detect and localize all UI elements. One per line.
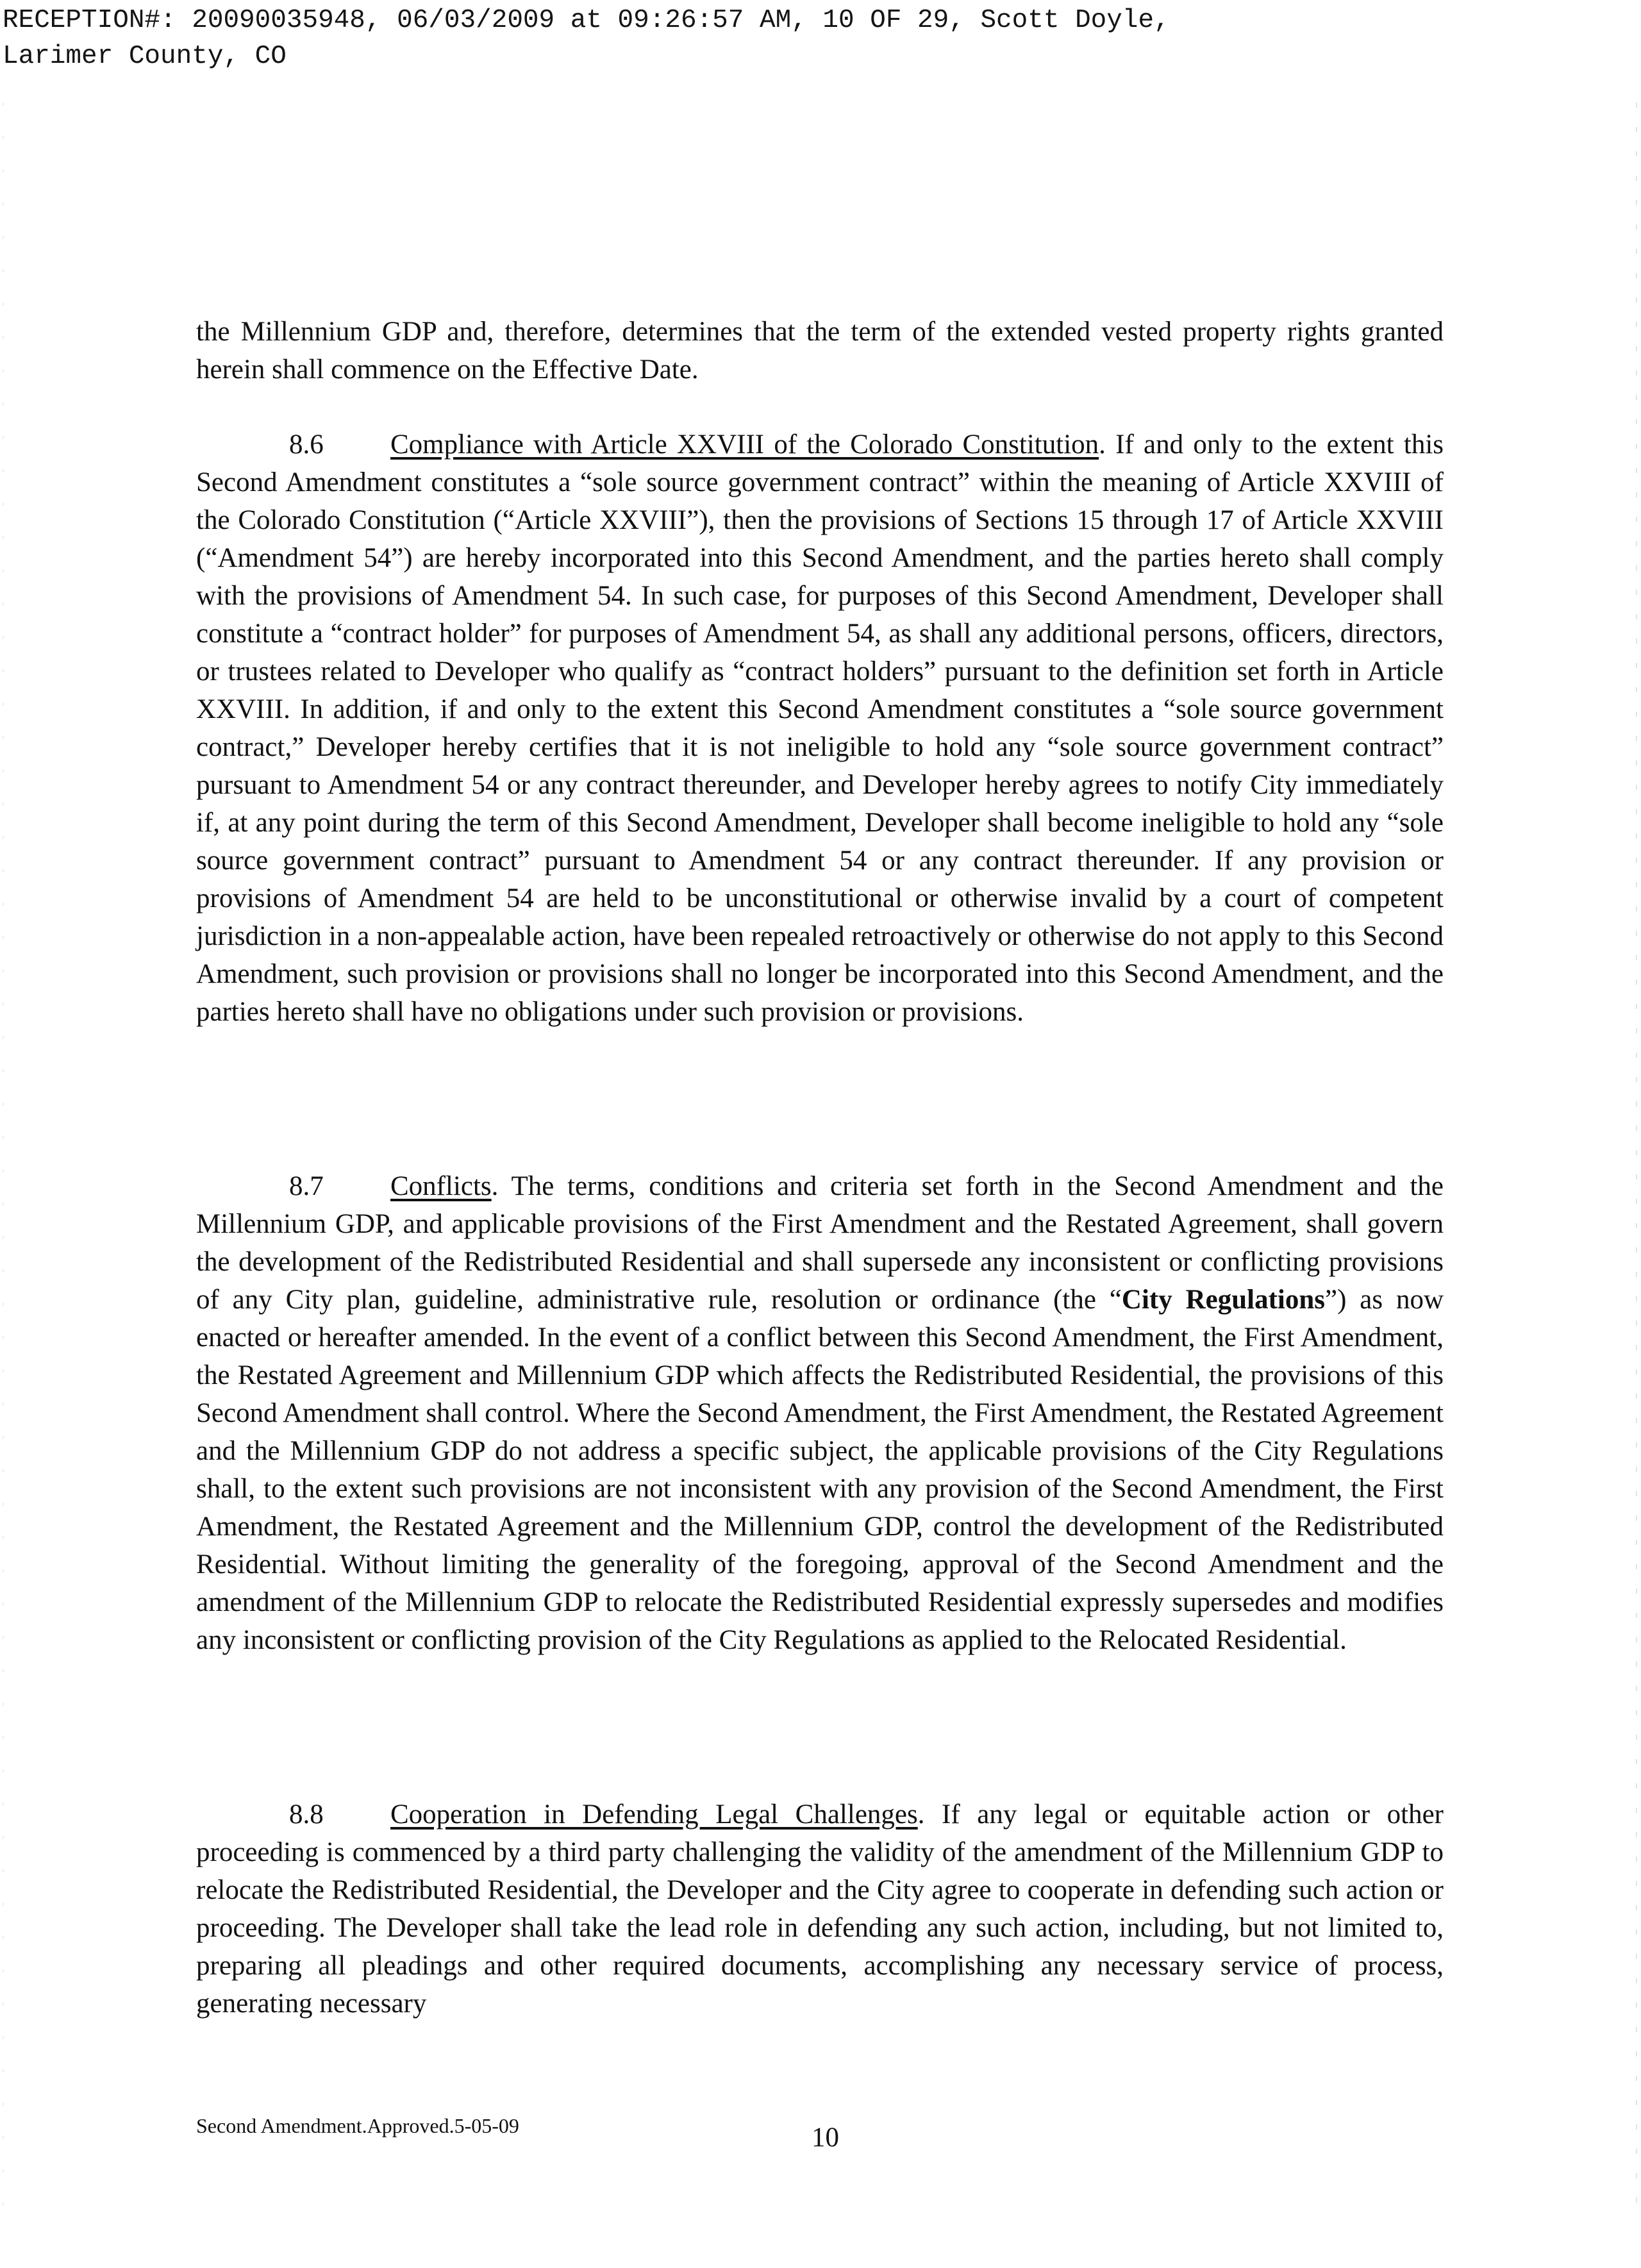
section-8-7 (196, 1167, 1444, 1659)
section-8-7-number: 8.7 (289, 1171, 324, 1201)
section-8-7-heading: Conflicts (390, 1171, 492, 1201)
section-8-8-heading: Cooperation in Defending Legal Challenges (390, 1799, 918, 1830)
section-8-7-paragraph (196, 1167, 1444, 1659)
section-8-8-paragraph (196, 1796, 1444, 2022)
continuation-paragraph (196, 313, 1444, 388)
section-8-8 (196, 1796, 1444, 2022)
scan-edge-artifact-left (3, 103, 4, 2218)
section-8-7-body-part-2: ”) as now enacted or hereafter amended. In the event of a conflict between this Second Amendment, the First Amendment, the Restated Agreement and Millennium GDP which affects the Redistributed Residential, the provisions of this Second Amendment shall control. Where the Second Amendment, the First Amendment, the Restated Agreement and the Millennium GDP do not address a specific subject, the applicable provisions of the City Regulations shall, to the extent such provisions are not inconsistent with any provision of the Second Amendment, the First Amendment, the Restated Agreement and the Millennium GDP, control the development of the Redistributed Residential. Without limiting the generality of the foregoing, approval of the Second Amendment and the amendment of the Millennium GDP to relocate the Redistributed Residential expressly supersedes and modifies any inconsistent or conflicting provision of the City Regulations as applied to the Relocated Residential. (196, 1285, 1444, 1655)
defined-term-city-regulations: City Regulations (1121, 1285, 1325, 1315)
section-8-6 (196, 426, 1444, 1031)
section-8-6-heading: Compliance with Article XXVIII of the Colorado Constitution (390, 429, 1099, 460)
section-8-8-body: If any legal or equitable action or other proceeding is commenced by a third party challenging the validity of the amendment of the Millennium GDP to relocate the Redistributed Residential, the Developer and the City agree to cooperate in defending such action or proceeding. The Developer shall take the lead role in defending any such action, including, but not limited to, preparing all pleadings and other required documents, accomplishing any necessary service of process, generating necessary (196, 1799, 1444, 2019)
section-8-6-number: 8.6 (289, 429, 324, 460)
scan-edge-artifact (1636, 103, 1637, 2218)
recording-stamp-header (3, 3, 1541, 74)
footer-document-name: Second Amendment.Approved.5-05-09 (196, 2114, 519, 2137)
section-8-8-heading-punct: . (917, 1799, 925, 1830)
section-8-7-body-part-1: The terms, conditions and criteria set forth in the Second Amendment and the Millennium GDP, and applicable provisions of the First Amendment and the Restated Agreement, shall govern the development of the Redistributed Residential and shall supersede any inconsistent or conflicting provisions of any City plan, guideline, administrative rule, resolution or ordinance (the “ (196, 1171, 1444, 1315)
section-8-6-body: If and only to the extent this Second Amendment constitutes a “sole source government contract” within the meaning of Article XXVIII of the Colorado Constitution (“Article XXVIII”), then the provisions of Sections 15 through 17 of Article XXVIII (“Amendment 54”) are hereby incorporated into this Second Amendment, and the parties hereto shall comply with the provisions of Amendment 54. In such case, for purposes of this Second Amendment, Developer shall constitute a “contract holder” for purposes of Amendment 54, as shall any additional persons, officers, directors, or trustees related to Developer who qualify as “contract holders” pursuant to the definition set forth in Article XXVIII. In addition, if and only to the extent this Second Amendment constitutes a “sole source government contract,” Developer hereby certifies that it is not ineligible to hold any “sole source government contract” pursuant to Amendment 54 or any contract thereunder, and Developer hereby agrees to notify City immediately if, at any point during the term of this Second Amendment, Developer shall become ineligible to hold any “sole source government contract” pursuant to Amendment 54 or any contract thereunder. If any provision or provisions of Amendment 54 are held to be unconstitutional or otherwise invalid by a court of competent jurisdiction in a non-appealable action, have been repealed retroactively or otherwise do not apply to this Second Amendment, such provision or provisions shall no longer be incorporated into this Second Amendment, and the parties hereto shall have no obligations under such provision or provisions. (196, 429, 1444, 1027)
continuation-text: the Millennium GDP and, therefore, determines that the term of the extended vested property rights granted herein shall commence on the Effective Date. (196, 317, 1444, 385)
recording-stamp-line-2: Larimer County, CO (3, 42, 287, 71)
section-8-8-number: 8.8 (289, 1799, 324, 1830)
section-8-7-heading-punct: . (491, 1171, 499, 1201)
recording-stamp-line-1: RECEPTION#: 20090035948, 06/03/2009 at 09:26:57 AM, 10 OF 29, Scott Doyle, (3, 6, 1170, 35)
section-8-6-paragraph (196, 426, 1444, 1031)
section-8-6-heading-punct: . (1099, 429, 1106, 460)
footer-page-number: 10 (812, 2122, 839, 2153)
